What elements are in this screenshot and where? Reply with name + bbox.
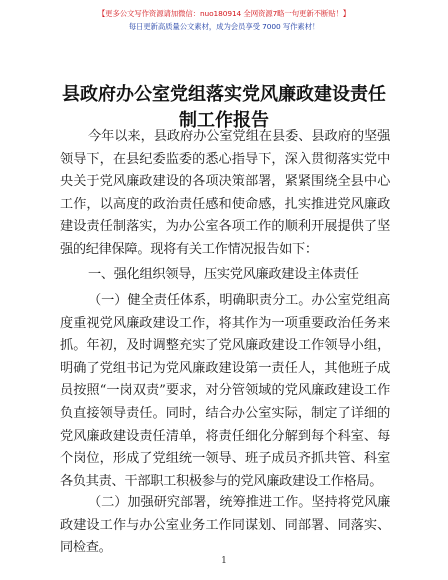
body-paragraph: （一）健全责任体系，明确职责分工。办公室党组高度重视党风廉政建设工作，将其作为一项重要政治任务来抓。年初，及时调整充实了党风廉政建设工作领导小组，明确了党组书记为党风廉政建设第一责任人，其他班子成员按照“一岗双责”要求，对分管领域的党风廉政建设工作负直接领导责任。同时，结合办公室实际，制定了详细的党风廉政建设责任清单，将责任细化分解到每个科室、每个岗位，形成了党组统一领导、班子成员齐抓共管、科室各负其责、干部职工积极参与的党风廉政建设工作格局。 bbox=[60, 293, 390, 489]
promo-banner-line2: 每日更新高质量公文素材，成为会员享受 7000 写作素材！ bbox=[128, 22, 320, 31]
intro-paragraph: 今年以来，县政府办公室党组在县委、县政府的坚强领导下，在县纪委监委的悉心指导下，深入贯彻落实党中央关于党风廉政建设的各项决策部署，紧紧围绕全县中心工作，以高度的政治责任感和使命感，扎实推进党风廉政建设责任制落实，为办公室各项工作的顺利开展提供了坚强的纪律保障。现将有关工作情况报告如下： bbox=[60, 129, 390, 257]
body-paragraph: （二）加强研究部署，统筹推进工作。坚持将党风廉政建设工作与办公室业务工作同谋划、同部署、同落实、同检查。 bbox=[60, 495, 390, 556]
section-heading: 一、强化组织领导，压实党风廉政建设主体责任 bbox=[88, 267, 359, 282]
page-number: 1 bbox=[221, 556, 227, 566]
document-title: 县政府办公室党组落实党风廉政建设责任制工作报告 bbox=[62, 84, 386, 131]
promo-banner-line1: 【更多公文写作资源请加微信：nuo180914 全网资源7略一句更新不断贴！】 bbox=[97, 9, 351, 18]
